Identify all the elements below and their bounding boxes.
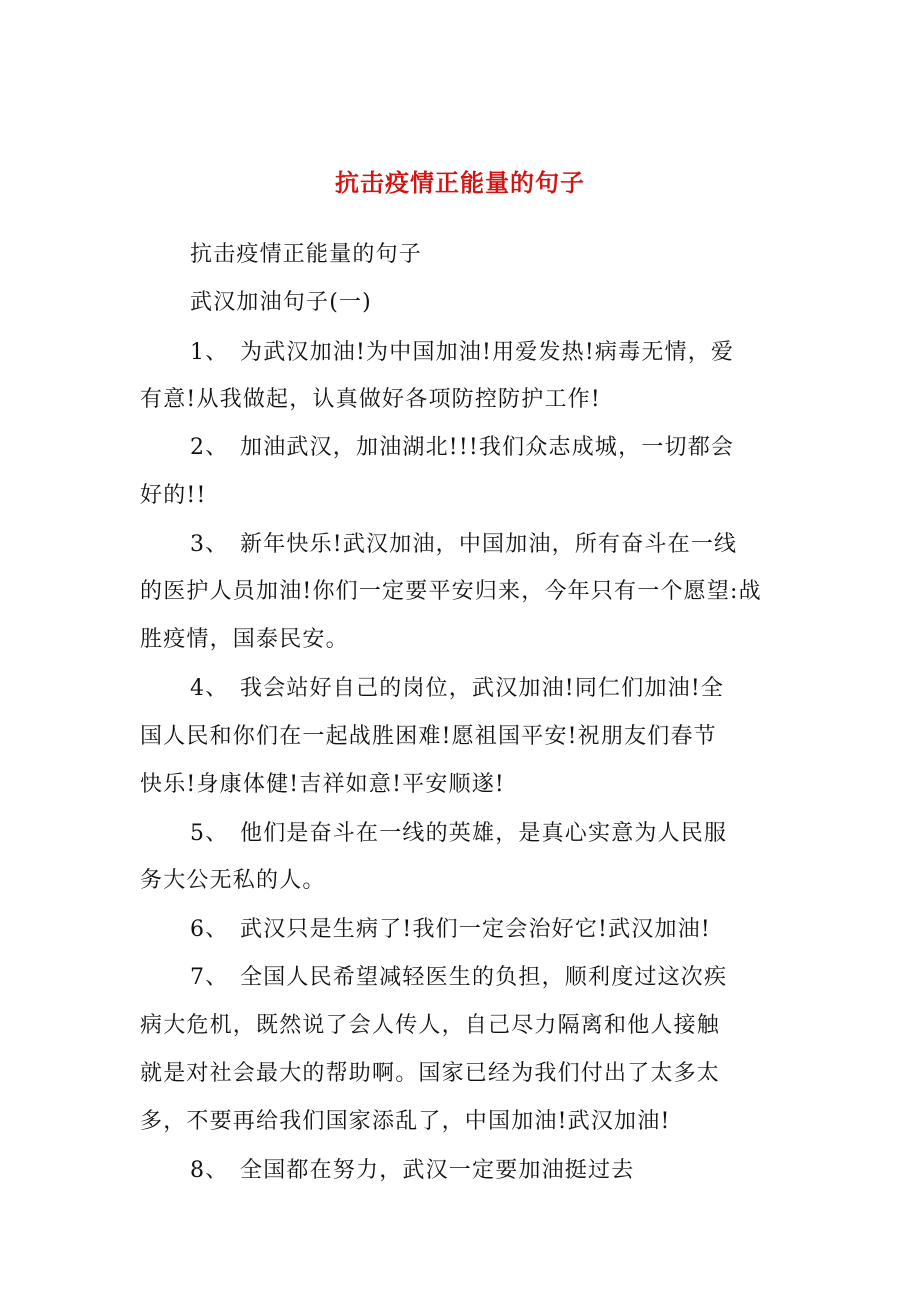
item-text: 新年快乐!武汉加油，中国加油，所有奋斗在一线: [240, 532, 738, 557]
item-number: 3、: [190, 532, 229, 557]
item-text-continued: 有意!从我做起，认真做好各项防控防护工作!: [140, 387, 601, 412]
item-text: 加油武汉，加油湖北!!!我们众志成城，一切都会: [240, 435, 735, 460]
section-heading: 武汉加油句子(一): [190, 290, 372, 315]
item-text-continued: 快乐!身康体健!吉祥如意!平安顺遂!: [140, 772, 505, 797]
item-number: 4、: [190, 676, 229, 701]
item-text: 我会站好自己的岗位，武汉加油!同仁们加油!全: [240, 676, 725, 701]
item-number: 6、: [190, 917, 229, 942]
item-number: 5、: [190, 821, 229, 846]
item-text-continued: 务大公无私的人。: [140, 868, 326, 893]
item-text: 他们是奋斗在一线的英雄，是真心实意为人民服: [240, 821, 728, 846]
item-text-continued: 就是对社会最大的帮助啊。国家已经为我们付出了太多太: [140, 1061, 721, 1086]
item-text: 全国人民希望减轻医生的负担，顺利度过这次疾: [240, 965, 728, 990]
list-item: [190, 817, 727, 851]
item-text: 为武汉加油!为中国加油!用爱发热!病毒无情，爱: [240, 340, 735, 365]
item-number: 8、: [190, 1158, 229, 1183]
item-text-continued: 胜疫情，国泰民安。: [140, 627, 349, 652]
list-item: [190, 336, 734, 370]
list-item: [190, 1154, 634, 1188]
list-item: [190, 528, 737, 562]
document-title: 抗击疫情正能量的句子: [335, 168, 585, 197]
item-text: 武汉只是生病了!我们一定会治好它!武汉加油!: [240, 917, 711, 942]
list-item: [190, 913, 711, 947]
list-item: [190, 961, 727, 995]
item-number: 1、: [190, 340, 229, 365]
list-item: [190, 431, 734, 465]
item-number: 2、: [190, 435, 229, 460]
list-item: [190, 672, 724, 706]
item-text-continued: 病大危机，既然说了会人传人，自己尽力隔离和他人接触: [140, 1013, 721, 1038]
item-text-continued: 好的!!: [140, 483, 207, 508]
subtitle: 抗击疫情正能量的句子: [190, 242, 423, 267]
item-text-continued: 多，不要再给我们国家添乱了，中国加油!武汉加油!: [140, 1109, 671, 1134]
item-text: 全国都在努力，武汉一定要加油挺过去: [240, 1158, 635, 1183]
item-number: 7、: [190, 965, 229, 990]
item-text-continued: 的医护人员加油!你们一定要平安归来，今年只有一个愿望:战: [140, 579, 762, 604]
item-text-continued: 国人民和你们在一起战胜困难!愿祖国平安!祝朋友们春节: [140, 724, 717, 749]
